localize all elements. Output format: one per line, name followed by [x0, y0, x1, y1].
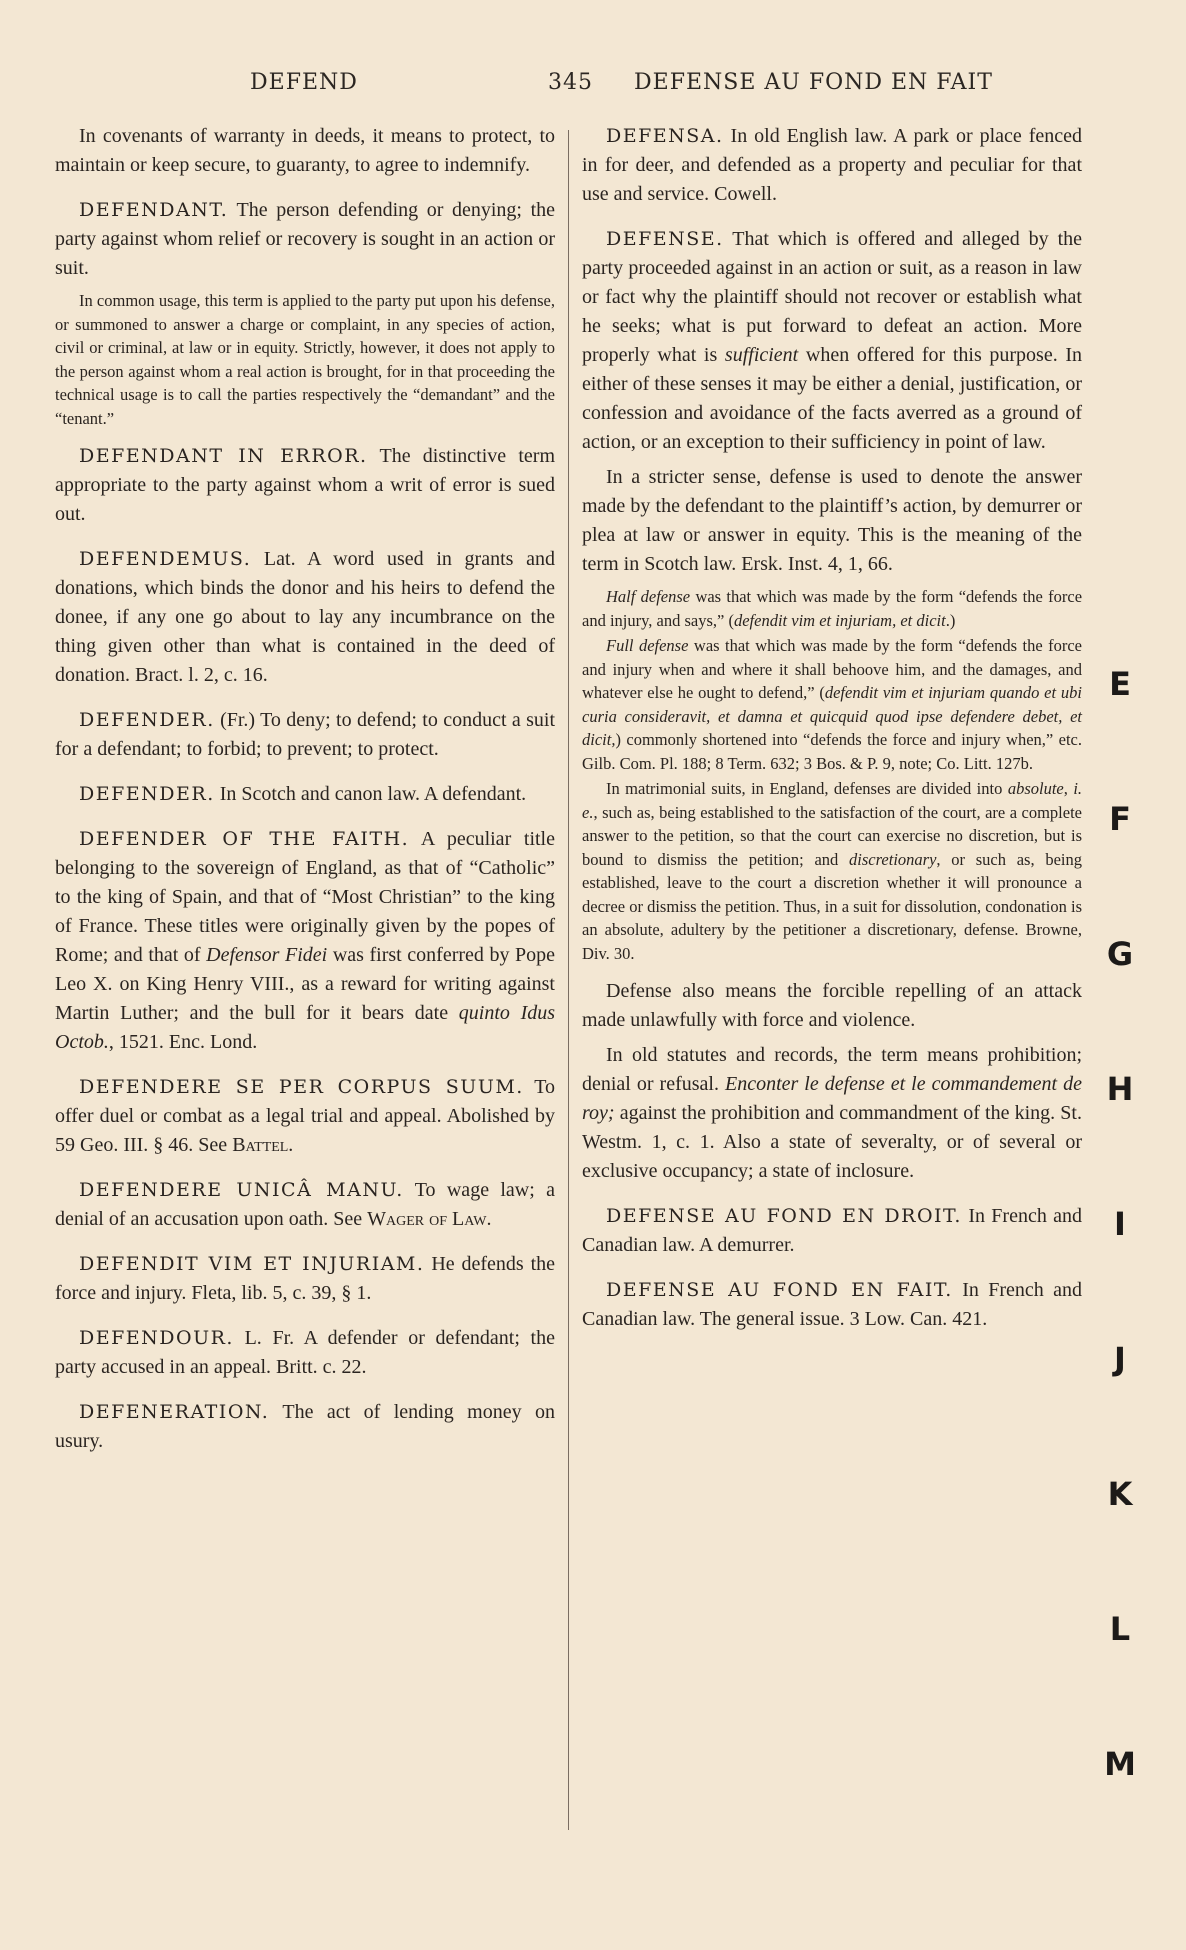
paragraph-text: In old statutes and records, the term means prohibition; denial or refusal.: [582, 1044, 1082, 1095]
emphasis: sufficient: [724, 344, 799, 366]
definition-part: A peculiar title belonging to the sovereign of England, as that of “Catholic” to the king of Spain, and that of “Most Christian” to the king of France. These titles were originally given by the popes of Rome; and that of: [55, 828, 555, 966]
headword: DEFENDER.: [79, 783, 215, 805]
headword: DEFENDERE SE PER CORPUS SUUM.: [79, 1076, 524, 1098]
entry-defendant: [55, 196, 555, 430]
definition: To wage law; a denial of an accusation upon oath. See: [55, 1179, 555, 1230]
note-text: , such as, being established to the satisfaction of the court, are a complete answer to the petition, so that the court can exercise no discretion, but is bound to dismiss the petition; and: [582, 802, 1082, 869]
headword: DEFENDANT IN ERROR.: [79, 445, 368, 467]
half-defense-note: [582, 585, 1082, 632]
thumb-index-i[interactable]: I: [1114, 1205, 1126, 1243]
definition: The act of lending money on usury.: [55, 1401, 555, 1452]
latin-formula: defendit vim et injuriam quando et ubi curia consideravit, et damna et quicquid quod ipse defendere debet, et dicit,: [582, 683, 1082, 749]
definition: In French and Canadian law. A demurrer.: [582, 1205, 1083, 1256]
entry-defendemus: [55, 545, 555, 690]
definition: (Fr.) To deny; to defend; to conduct a suit for a defendant; to forbid; to prevent; to protect.: [55, 709, 556, 760]
citation: , 1521. Enc. Lond.: [108, 1031, 258, 1053]
definition-part: That which is offered and alleged by the party proceeded against in an action or suit, as a reason in law or fact why the plaintiff should not recover or establish what he seeks; what is put forward to defeat an action. More properly what is: [582, 228, 1083, 366]
headword: DEFENERATION.: [79, 1401, 270, 1423]
right-column: [582, 122, 1082, 1350]
thumb-index-l[interactable]: L: [1109, 1610, 1131, 1648]
punctuation: .): [945, 610, 956, 630]
entry-defensa: [582, 122, 1082, 209]
defend-continuation: In covenants of warranty in deeds, it means to protect, to maintain or keep secure, to guaranty, to agree to indemnify.: [55, 125, 555, 176]
entry-defense-au-fond-en-droit: [582, 1202, 1082, 1260]
entry-defense-au-fond-en-fait: [582, 1276, 1082, 1334]
headword: DEFENSE AU FOND EN FAIT.: [606, 1279, 953, 1301]
full-defense-note: [582, 634, 1082, 775]
entry-defendit-vim: [55, 1250, 555, 1308]
entry-defeneration: [55, 1398, 555, 1456]
punctuation: .: [288, 1134, 294, 1156]
headword: DEFENDER.: [79, 709, 215, 731]
definition: Lat. A word used in grants and donations, which binds the donor and his heirs to defend the donee, if any one go about to lay any incumbrance on the thing given other than what is contained in the deed of donation. Bract. l. 2, c. 16.: [55, 548, 555, 686]
thumb-index-g[interactable]: G: [1106, 935, 1134, 973]
entry-defendant-in-error: [55, 442, 555, 529]
headword: DEFENDOUR.: [79, 1327, 234, 1349]
stricter-sense-paragraph: In a stricter sense, defense is used to denote the answer made by the defendant to the plaintiff’s action, by demurrer or plea at law or answer in equity. This is the meaning of the term in Scotch law. Ersk. Inst. 4, 1, 66.: [582, 466, 1082, 575]
term: absolute: [1007, 779, 1064, 798]
definition: In old English law. A park or place fenced in for deer, and defended as a property and peculiar for that use and service. Cowell.: [582, 125, 1083, 205]
headword: DEFENDERE UNICÂ MANU.: [79, 1179, 404, 1201]
headword: DEFENDANT.: [79, 199, 229, 221]
abbreviation: i. e.: [582, 779, 1083, 822]
left-column: [55, 122, 555, 1472]
paragraph-text: against the prohibition and commandment of the king. St. Westm. 1, c. 1. Also a state of severalty, or of several or exclusive occupancy; a state of inclosure.: [582, 1102, 1082, 1182]
column-divider: [568, 130, 569, 1830]
latin-date: quinto Idus Octob.: [55, 1002, 556, 1053]
thumb-index-h[interactable]: H: [1106, 1070, 1134, 1108]
punctuation: .: [486, 1208, 492, 1230]
headword: DEFENSE AU FOND EN DROIT.: [606, 1205, 962, 1227]
definition: He defends the force and injury. Fleta, lib. 5, c. 39, § 1.: [55, 1253, 556, 1304]
usage-note: In common usage, this term is applied to the party put upon his defense, or summoned to answer a charge or complaint, in any species of action, civil or criminal, at law or in equity. Strictly, however, it does not apply to the person against whom a real action is brought, for in that proceeding the technical usage is to call the parties respectively the “demandant” and the “tenant.”: [55, 291, 555, 428]
thumb-index-m[interactable]: M: [1104, 1745, 1136, 1783]
old-statutes-paragraph: [582, 1041, 1082, 1186]
note-text: In matrimonial suits, in England, defenses are divided into: [606, 779, 1003, 798]
entry-defendere-se-per-corpus: [55, 1073, 555, 1160]
term: discretionary: [849, 849, 937, 869]
thumb-index-f[interactable]: F: [1109, 800, 1131, 838]
entry-defense: [582, 225, 1082, 1186]
term: Full defense: [606, 636, 689, 655]
header-right-guide-word: DEFENSE AU FOND EN FAIT: [634, 70, 993, 95]
entry-defender-scotch: [55, 780, 555, 809]
matrimonial-suits-note: [582, 777, 1082, 965]
definition: In Scotch and canon law. A defendant.: [219, 783, 527, 805]
header-left-guide-word: DEFEND: [250, 70, 358, 95]
running-header: [0, 70, 1186, 100]
note-text: , or such as, being established, leave to the court a discretion whether it will pronounce a decree or dismiss the petition. Thus, in a suit for dissolution, condonation is an absolute, adultery by the petitioner a discretionary, defense. Browne, Div. 30.: [582, 849, 1083, 963]
entry-defendere-unica-manu: [55, 1176, 555, 1234]
headword: DEFENDER OF THE FAITH.: [79, 828, 410, 850]
forcible-repelling-paragraph: Defense also means the forcible repelling of an attack made unlawfully with force and violence.: [582, 980, 1082, 1031]
term: Half defense: [606, 587, 691, 606]
cross-reference: Battel: [232, 1134, 289, 1156]
citation: ) commonly shortened into “defends the force and injury when,” etc. Gilb. Com. Pl. 188; 8 Term. 632; 3 Bos. & P. 9, note; Co. Litt. 127b.: [582, 730, 1082, 773]
french-phrase: Enconter le defense et le commandement de roy;: [582, 1073, 1083, 1124]
headword: DEFENSE.: [606, 228, 724, 250]
definition: To offer duel or combat as a legal trial and appeal. Abolished by 59 Geo. III. § 46. See: [55, 1076, 556, 1156]
definition: L. Fr. A defender or defendant; the party accused in an appeal. Britt. c. 22.: [55, 1327, 555, 1378]
entry-defendour: [55, 1324, 555, 1382]
latin-formula: defendit vim et injuriam, et dicit: [733, 610, 946, 630]
latin-term: Defensor Fidei: [206, 944, 328, 966]
thumb-index-k[interactable]: K: [1107, 1475, 1133, 1513]
note-text: was that which was made by the form “defends the force and injury when and where it shall behoove him, and the damages, and whatever else he ought to defend,” (: [582, 636, 1083, 702]
cross-reference: Wager of Law: [367, 1208, 487, 1230]
thumb-index-e[interactable]: E: [1109, 665, 1131, 703]
thumb-index-j[interactable]: J: [1114, 1340, 1126, 1378]
note-text: was that which was made by the form “defends the force and injury, and says,” (: [582, 587, 1083, 630]
headword: DEFENDIT VIM ET INJURIAM.: [79, 1253, 425, 1275]
page-number: 345: [548, 70, 593, 95]
punctuation: ,: [1063, 779, 1068, 798]
definition-part: when offered for this purpose. In either of these senses it may be either a denial, justification, or confession and avoidance of the facts averred as a ground of action, or an exception to their sufficiency in point of law.: [582, 344, 1083, 453]
definition-part: was first conferred by Pope Leo X. on King Henry VIII., as a reward for writing against Martin Luther; and the bull for it bears date: [55, 944, 556, 1024]
definition: The distinctive term appropriate to the party against whom a writ of error is sued out.: [55, 445, 555, 525]
definition: In French and Canadian law. The general issue. 3 Low. Can. 421.: [582, 1279, 1083, 1330]
headword: DEFENDEMUS.: [79, 548, 252, 570]
headword: DEFENSA.: [606, 125, 724, 147]
definition: The person defending or denying; the party against whom relief or recovery is sought in an action or suit.: [55, 199, 556, 279]
entry-defender-fr: [55, 706, 555, 764]
entry-defender-of-the-faith: [55, 825, 555, 1057]
